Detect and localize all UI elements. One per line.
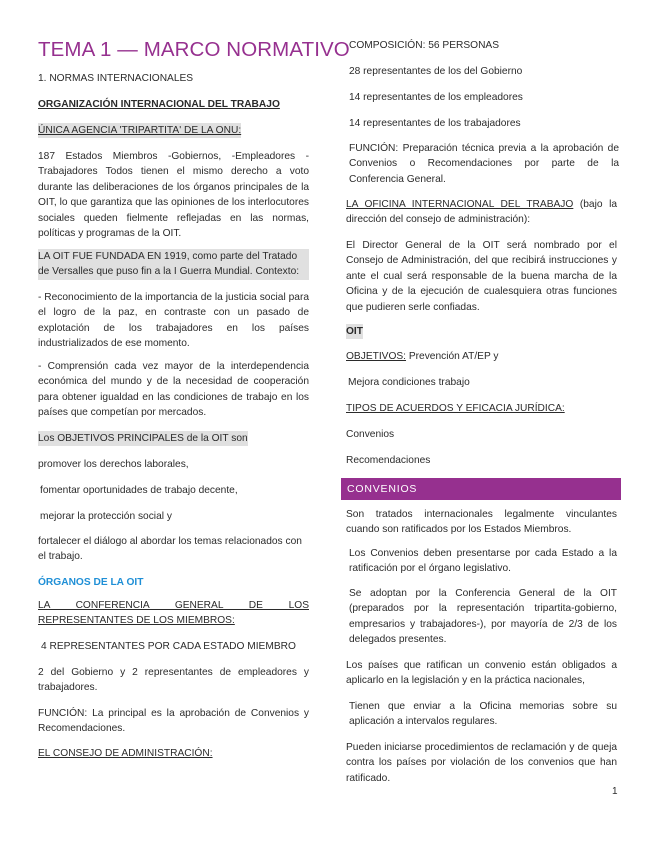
composition-line: COMPOSICIÓN: 56 PERSONAS [349,40,500,51]
objectives-item: Mejora condiciones trabajo [348,377,470,388]
convenios-paragraph: Tienen que enviar a la Oficina memorias sobre su aplicación a intervalos regulares. [349,701,617,728]
convenios-paragraph: Los Convenios deben presentarse por cada Estado a la ratificación por el órgano legislativo. [349,548,617,575]
organs-heading: ÓRGANOS DE LA OIT [38,577,144,588]
convenios-paragraph: Los países que ratifican un convenio están obligados a aplicarlo en la legislación y en la práctica nacionales, [346,660,617,687]
office-paragraph [346,197,617,228]
objective-item: fortalecer el diálogo al abordar los temas relacionados con el trabajo. [38,536,302,563]
composition-item: 14 representantes de los trabajadores [349,118,521,129]
office-heading: LA OFICINA INTERNACIONAL DEL TRABAJO [346,199,574,210]
agreements-heading: TIPOS DE ACUERDOS Y EFICACIA JURÍDICA: [346,403,565,414]
members-paragraph: 187 Estados Miembros -Gobiernos, -Empleadores - Trabajadores Todos tienen el mismo derecho a voto durante las deliberaciones de los órganos principales de la OIT, lo que garantiza que las opiniones de los interlocutores sociales queden fielmente reflejadas en las normas, políticas y programas de la OIT. [38,151,309,240]
convenios-paragraph: Pueden iniciarse procedimientos de reclamación y de queja contra los países por violación de los convenios que han ratificado. [346,742,617,784]
agreement-type: Convenios [346,429,395,440]
objectives-rest: Prevención AT/EP y [406,351,499,362]
conference-function: FUNCIÓN: La principal es la aprobación de Convenios y Recomendaciones. [38,708,309,735]
objectives-heading: Los OBJETIVOS PRINCIPALES de la OIT son [38,431,248,446]
context-paragraph-1: - Reconocimiento de la importancia de la justicia social para el logro de la paz, en contraste con un pasado de explotación de los trabajadores en los países industrializados de ese momento. [38,292,309,350]
representatives-detail: 2 del Gobierno y 2 representantes de empleadores y trabajadores. [38,667,309,694]
page-number: 1 [612,786,618,797]
objectives-line [346,349,499,364]
agency-line: ÚNICA AGENCIA 'TRIPARTITA' DE LA ONU: [38,123,241,138]
section-heading: 1. NORMAS INTERNACIONALES [38,73,194,84]
convenios-paragraph: Se adoptan por la Conferencia General de la OIT (preparados por la representación tripartita-gobierno, empresarios y trabajadores-), por mayoría de 2/3 de los delegados presentes. [349,588,617,646]
council-function: FUNCIÓN: Preparación técnica previa a la aprobación de Convenios o Recomendaciones por parte de la Conferencia General. [349,143,619,185]
objective-item: mejorar la protección social y [40,511,172,522]
convenios-banner: CONVENIOS [341,478,621,500]
objective-item: fomentar oportunidades de trabajo decente, [40,485,238,496]
context-paragraph-2: - Comprensión cada vez mayor de la interdependencia económica del mundo y de la necesidad de cooperación para obtener igualdad en las condiciones de trabajo en los países que competían por mercados. [38,361,309,419]
oit-heading: ORGANIZACIÓN INTERNACIONAL DEL TRABAJO [38,99,280,110]
objectives-label: OBJETIVOS: [346,351,407,362]
conference-heading: LA CONFERENCIA GENERAL DE LOS REPRESENTANTES DE LOS MIEMBROS: [38,600,309,627]
office-heading-rest: (bajo la dirección del consejo de administración): [346,199,617,226]
council-heading: EL CONSEJO DE ADMINISTRACIÓN: [38,748,213,759]
oit-label: OIT [346,324,363,339]
objective-item: promover los derechos laborales, [38,459,189,470]
composition-item: 14 representantes de los empleadores [349,92,523,103]
composition-item: 28 representantes de los del Gobierno [349,66,523,77]
page-title: TEMA 1 — MARCO NORMATIVO [38,38,350,61]
founded-paragraph: LA OIT FUE FUNDADA EN 1919, como parte del Tratado de Versalles que puso fin a la I Guerra Mundial. Contexto: [38,249,309,280]
agreement-type: Recomendaciones [346,455,431,466]
director-paragraph: El Director General de la OIT será nombrado por el Consejo de Administración, del que recibirá instrucciones y ante el cual será responsable de la buena marcha de la Oficina y de la ejecución de cualesquiera otras funciones que pudieren serle confiadas. [346,240,617,313]
representatives-line: 4 REPRESENTANTES POR CADA ESTADO MIEMBRO [41,641,296,652]
convenios-paragraph: Son tratados internacionales legalmente vinculantes cuando son ratificados por los Estados Miembros. [346,509,617,536]
